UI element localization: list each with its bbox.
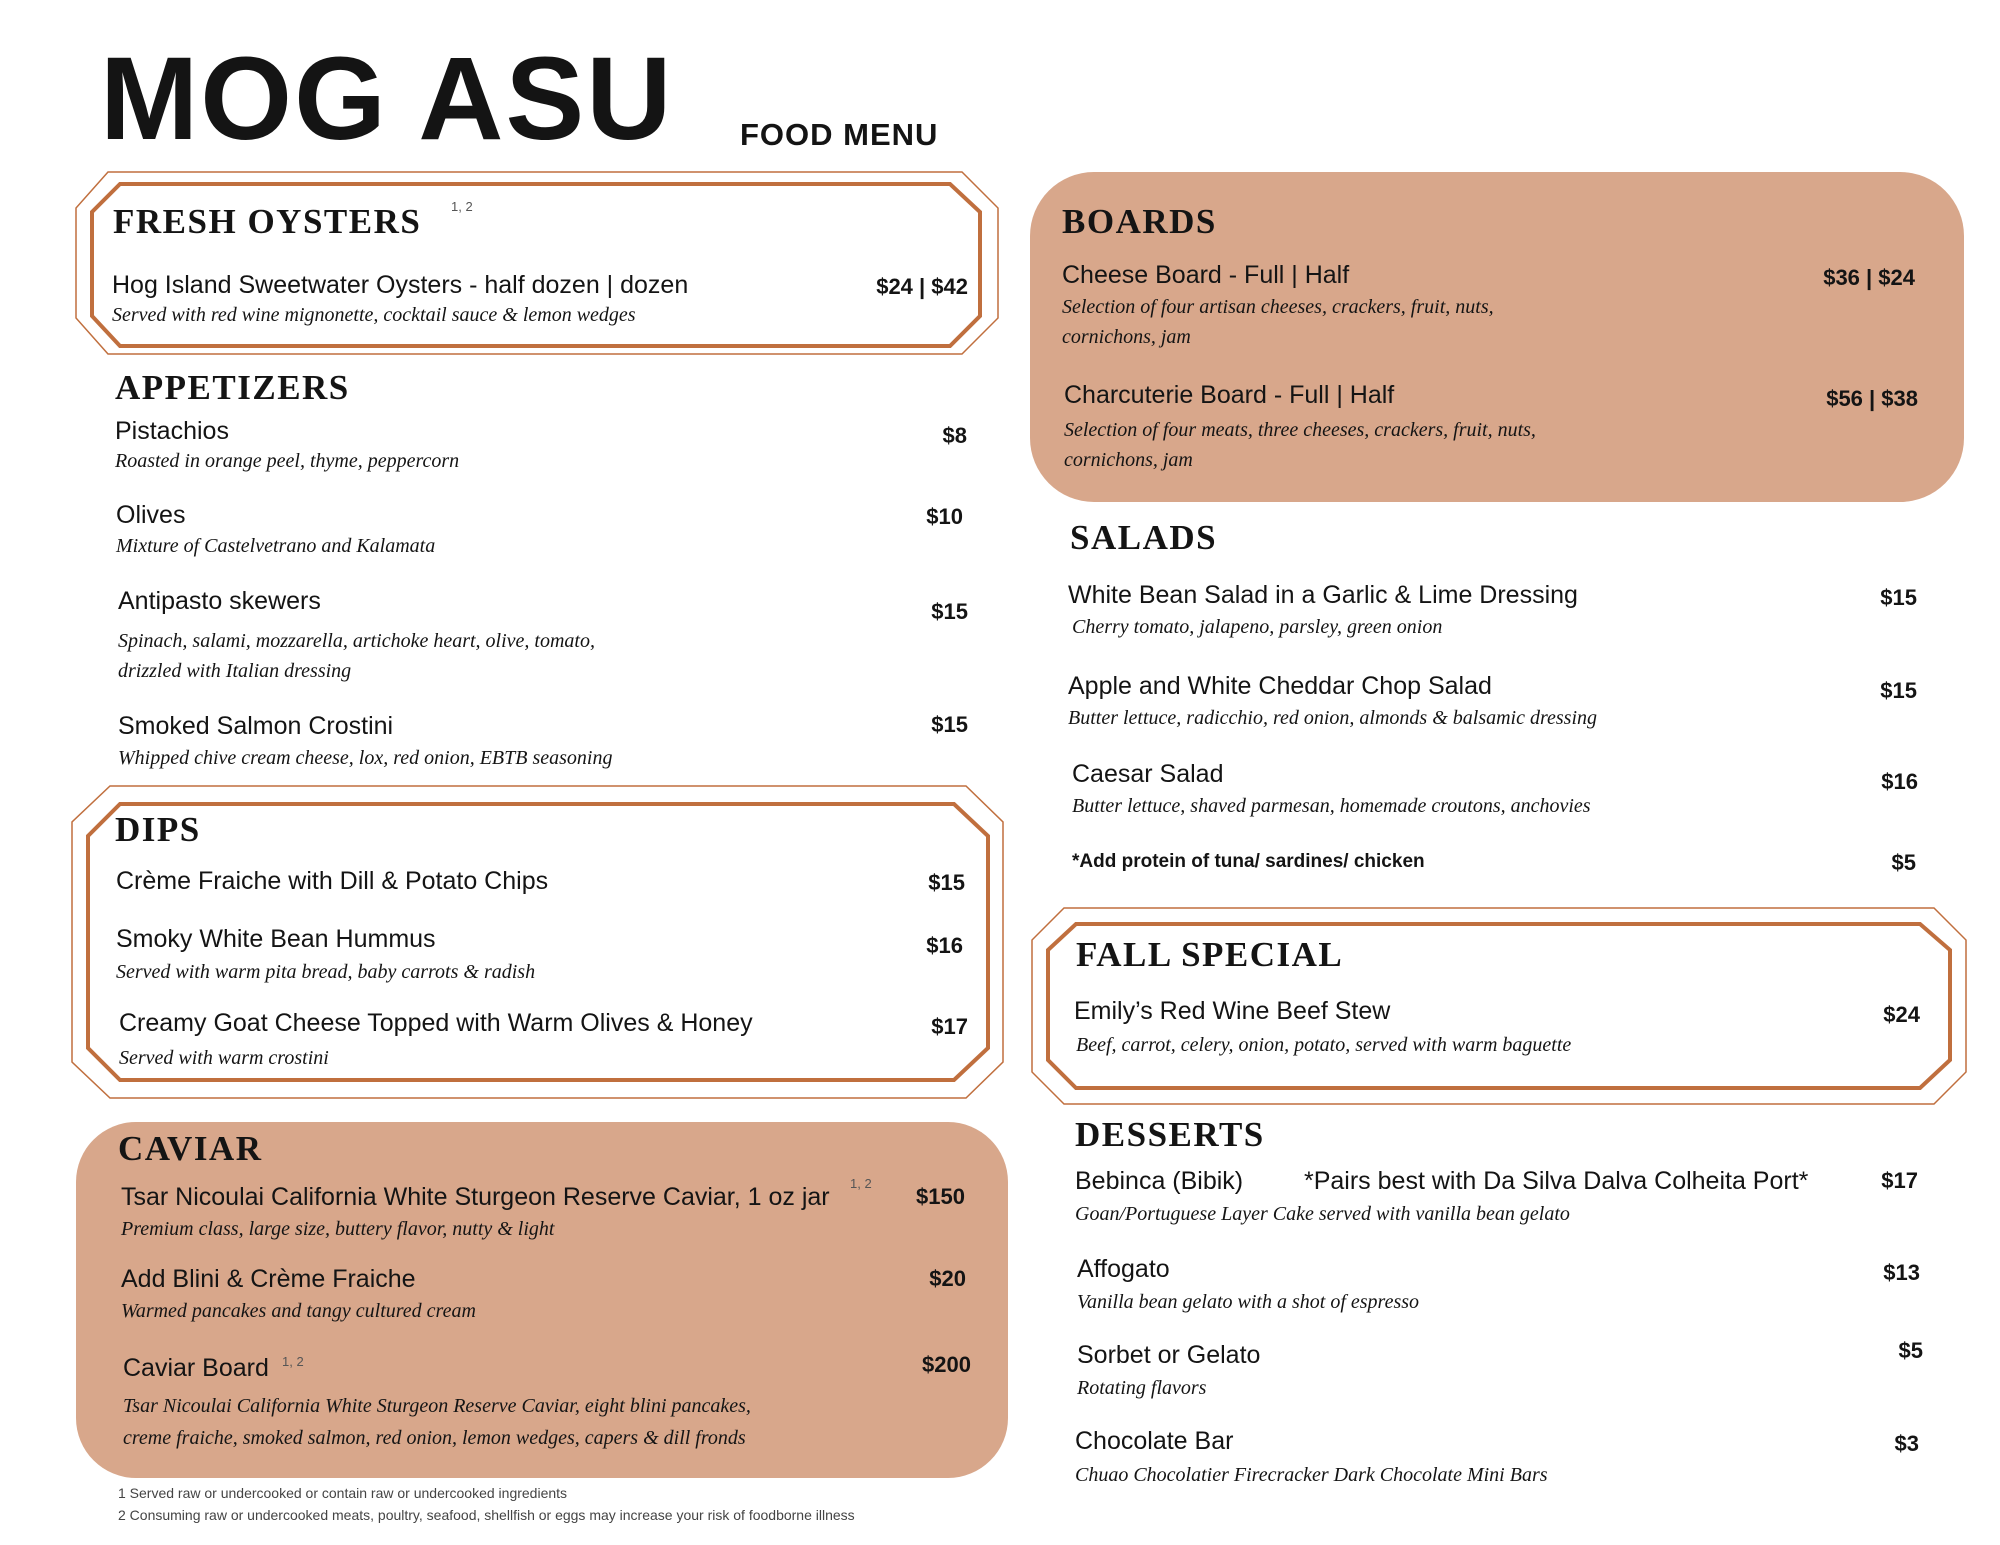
fall-item-desc: Beef, carrot, celery, onion, potato, served with warm baguette [1076,1034,1572,1056]
dip-price: $16 [926,933,963,958]
dessert-desc: Vanilla bean gelato with a shot of espresso [1077,1291,1420,1313]
appetizer-name: Smoked Salmon Crostini [118,712,394,740]
salad-addon-label: *Add protein of tuna/ sardines/ chicken [1072,851,1425,872]
caviar-title: CAVIAR [118,1129,263,1168]
fall-special-title: FALL SPECIAL [1076,935,1344,974]
salad-name: Apple and White Cheddar Chop Salad [1068,672,1492,700]
appetizers-title: APPETIZERS [115,368,350,407]
board-price: $36 | $24 [1823,265,1915,290]
dessert-name: Bebinca (Bibik) [1075,1167,1244,1195]
appetizer-desc: drizzled with Italian dressing [118,660,352,682]
salad-price: $15 [1880,678,1917,703]
dessert-price: $17 [1881,1168,1918,1193]
desserts-title: DESSERTS [1075,1115,1265,1154]
appetizer-desc: Roasted in orange peel, thyme, peppercorn [115,450,460,472]
dessert-price: $5 [1898,1338,1923,1363]
brand-name: MOG ASU [100,33,674,165]
board-desc: Selection of four artisan cheeses, crackers, fruit, nuts, [1062,296,1494,318]
caviar-price: $20 [929,1266,966,1291]
dip-name: Smoky White Bean Hummus [116,925,436,953]
dip-price: $17 [931,1014,968,1039]
dessert-name: Sorbet or Gelato [1077,1341,1261,1369]
salad-desc: Cherry tomato, jalapeno, parsley, green onion [1072,616,1443,638]
appetizer-price: $15 [931,599,968,624]
appetizer-price: $15 [931,712,968,737]
appetizer-price: $8 [942,423,967,448]
caviar-desc: Warmed pancakes and tangy cultured cream [121,1300,476,1322]
appetizer-name: Antipasto skewers [118,587,321,615]
dip-name: Crème Fraiche with Dill & Potato Chips [116,867,549,895]
footnote-2: 2 Consuming raw or undercooked meats, poultry, seafood, shellfish or eggs may increase your risk of foodborne illness [118,1507,855,1523]
dessert-price: $13 [1883,1260,1920,1285]
caviar-price: $150 [916,1184,965,1209]
dessert-price: $3 [1894,1431,1919,1456]
oysters-item-name: Hog Island Sweetwater Oysters - half dozen | dozen [112,271,689,299]
salad-price: $16 [1881,769,1918,794]
fall-item-name: Emily’s Red Wine Beef Stew [1074,997,1391,1025]
salad-addon-price: $5 [1891,850,1916,875]
caviar-name: Tsar Nicoulai California White Sturgeon Reserve Caviar, 1 oz jar [121,1183,830,1211]
dip-desc: Served with warm pita bread, baby carrots & radish [116,961,536,983]
dessert-name: Chocolate Bar [1075,1427,1234,1455]
salad-desc: Butter lettuce, shaved parmesan, homemade croutons, anchovies [1072,795,1591,817]
board-price: $56 | $38 [1826,386,1918,411]
oysters-item-price: $24 | $42 [876,274,968,299]
board-desc: cornichons, jam [1064,449,1193,471]
caviar-note: 1, 2 [282,1354,304,1369]
oysters-note: 1, 2 [451,199,473,214]
board-name: Cheese Board - Full | Half [1062,261,1350,289]
fall-item-price: $24 [1883,1002,1920,1027]
dessert-desc: Rotating flavors [1077,1377,1207,1399]
dessert-desc: Goan/Portuguese Layer Cake served with vanilla bean gelato [1075,1203,1570,1225]
caviar-price: $200 [922,1352,971,1377]
board-desc: Selection of four meats, three cheeses, crackers, fruit, nuts, [1064,419,1536,441]
dessert-desc: Chuao Chocolatier Firecracker Dark Chocolate Mini Bars [1075,1464,1548,1486]
caviar-name: Caviar Board [123,1354,269,1382]
appetizer-desc: Mixture of Castelvetrano and Kalamata [116,535,436,557]
caviar-desc: Premium class, large size, buttery flavor, nutty & light [121,1218,555,1240]
oysters-item-desc: Served with red wine mignonette, cocktail sauce & lemon wedges [112,304,636,326]
appetizer-desc: Spinach, salami, mozzarella, artichoke heart, olive, tomato, [118,630,595,652]
dessert-pairing: *Pairs best with Da Silva Dalva Colheita Port* [1304,1167,1809,1195]
caviar-note: 1, 2 [850,1176,872,1191]
dessert-name: Affogato [1077,1255,1170,1283]
appetizer-price: $10 [926,504,963,529]
salad-name: Caesar Salad [1072,760,1224,788]
caviar-desc: Tsar Nicoulai California White Sturgeon Reserve Caviar, eight blini pancakes, [123,1395,751,1417]
salad-price: $15 [1880,585,1917,610]
menu-subtitle: FOOD MENU [740,117,939,152]
dips-title: DIPS [115,810,201,849]
salads-title: SALADS [1070,518,1218,557]
oysters-title: FRESH OYSTERS [113,202,422,241]
board-desc: cornichons, jam [1062,326,1191,348]
appetizer-name: Olives [116,501,186,529]
caviar-desc: creme fraiche, smoked salmon, red onion, lemon wedges, capers & dill fronds [123,1427,746,1449]
dip-desc: Served with warm crostini [119,1047,329,1069]
salad-name: White Bean Salad in a Garlic & Lime Dressing [1068,581,1578,609]
dip-name: Creamy Goat Cheese Topped with Warm Olives & Honey [119,1009,753,1037]
caviar-name: Add Blini & Crème Fraiche [121,1265,416,1293]
dip-price: $15 [928,870,965,895]
salad-desc: Butter lettuce, radicchio, red onion, almonds & balsamic dressing [1068,707,1598,729]
boards-title: BOARDS [1062,202,1217,241]
footnote-1: 1 Served raw or undercooked or contain raw or undercooked ingredients [118,1485,568,1501]
board-name: Charcuterie Board - Full | Half [1064,381,1395,409]
appetizer-desc: Whipped chive cream cheese, lox, red onion, EBTB seasoning [118,747,613,769]
appetizer-name: Pistachios [115,417,229,445]
